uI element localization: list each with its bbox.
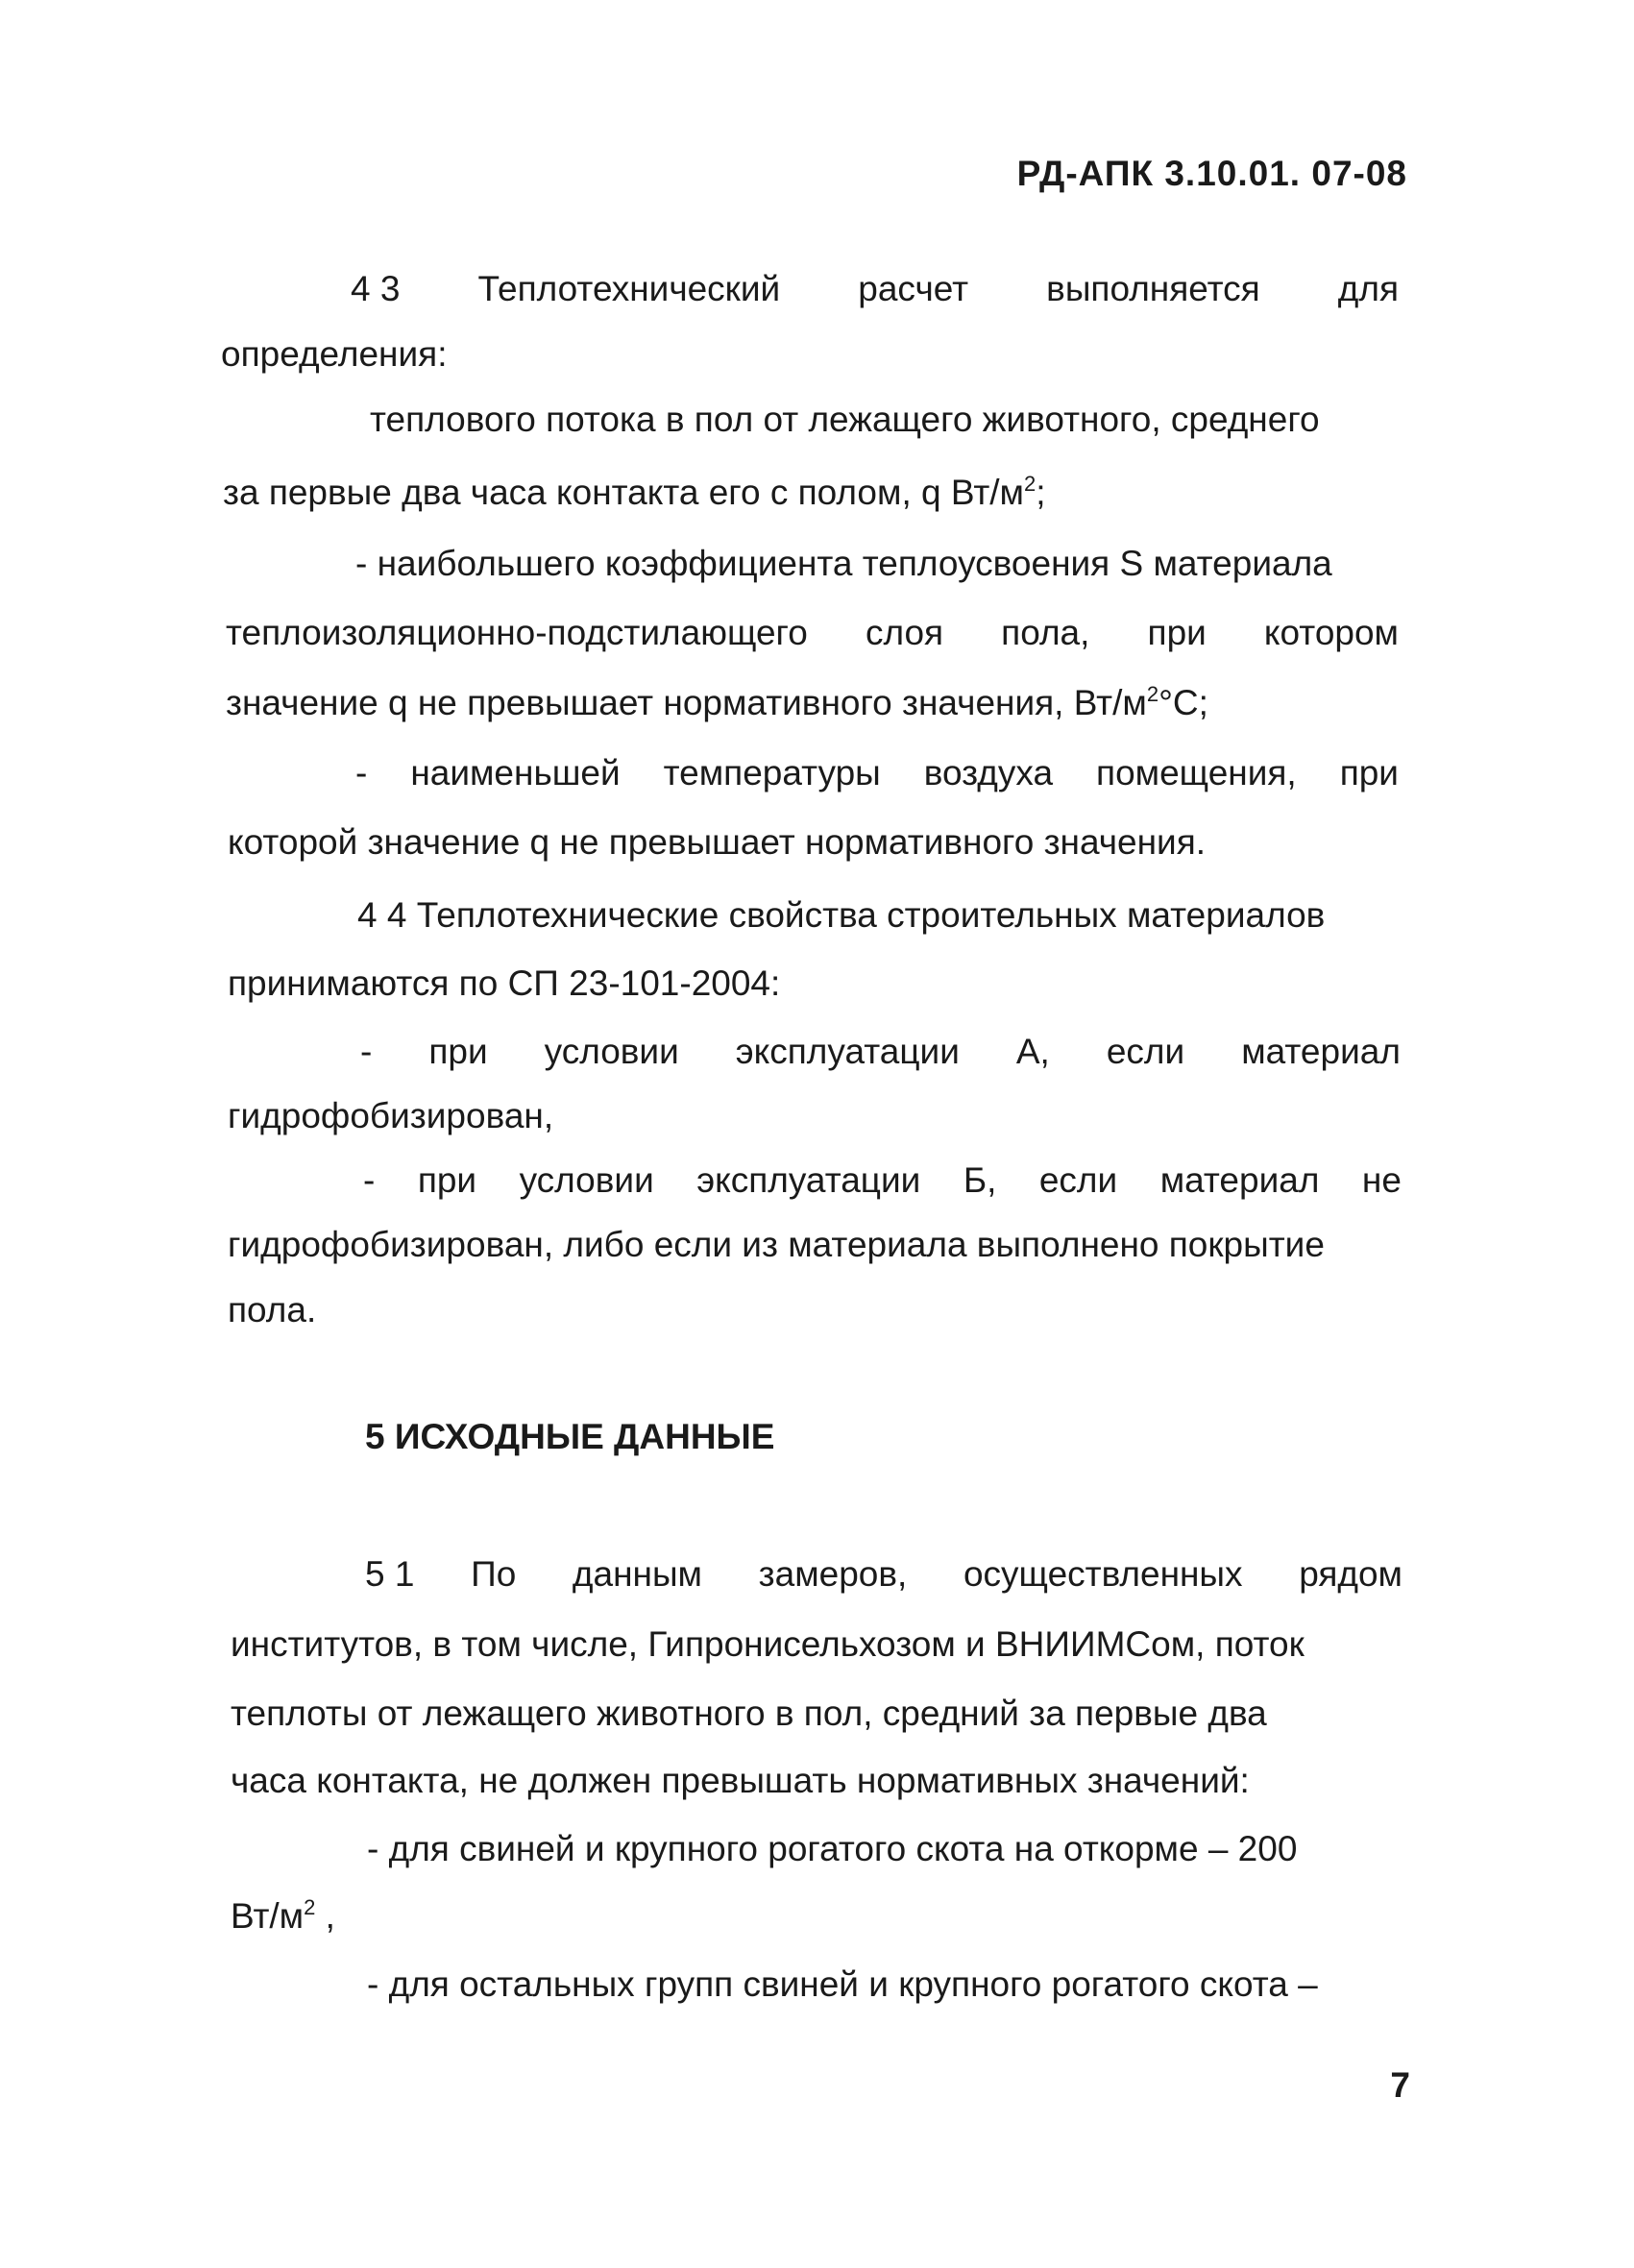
text-word: слоя [865, 613, 944, 652]
text-word: выполняется [1046, 269, 1260, 308]
text-line: часа контакта, не должен превышать нормативных значений: [231, 1761, 1250, 1800]
text-line-with-superscript [226, 682, 1208, 722]
text-word: материал [1159, 1160, 1320, 1200]
text-word: при [1339, 753, 1399, 793]
text-line: пола. [228, 1290, 317, 1329]
text-word: температуры [663, 753, 881, 793]
text-word: рядом [1299, 1554, 1402, 1594]
text-word: расчет [858, 269, 969, 308]
text-word: замеров, [758, 1554, 908, 1594]
text-word: эксплуатации [735, 1032, 960, 1071]
justified-line [365, 1556, 1402, 1592]
text-word: По [471, 1554, 517, 1594]
text-line-with-superscript [231, 1895, 335, 1936]
paragraph-4-3-line-1 [351, 271, 1399, 306]
section-heading: 5 ИСХОДНЫЕ ДАННЫЕ [365, 1417, 775, 1456]
text-line: 4 4 Теплотехнические свойства строительных материалов [357, 895, 1326, 935]
text-span: за первые два часа контакта его с полом, q Вт/м [223, 473, 1024, 512]
text-word: при [1147, 613, 1207, 652]
text-word: пола, [1001, 613, 1090, 652]
text-word: Б, [963, 1160, 997, 1200]
text-word: данным [572, 1554, 702, 1594]
justified-line [363, 1162, 1402, 1198]
text-word: помещения, [1096, 753, 1297, 793]
text-word: условии [519, 1160, 654, 1200]
justified-line [226, 615, 1399, 650]
text-line-with-superscript [223, 472, 1046, 512]
text-word: А, [1015, 1032, 1050, 1071]
text-line: которой значение q не превышает нормативного значения. [228, 822, 1207, 862]
text-word: наименьшей [410, 753, 621, 793]
text-word: осуществленных [963, 1554, 1243, 1594]
document-code: РД-АПК 3.10.01. 07-08 [1016, 154, 1407, 193]
text-word: при [417, 1160, 477, 1200]
text-word: материал [1241, 1032, 1401, 1071]
text-line: - для свиней и крупного рогатого скота на откорме – 200 [367, 1829, 1298, 1868]
justified-line [360, 1034, 1401, 1069]
text-word: Теплотехнический [477, 269, 781, 308]
text-line: институтов, в том числе, Гипронисельхозом и ВНИИМСом, поток [231, 1624, 1305, 1664]
text-word: при [428, 1032, 488, 1071]
text-word: не [1361, 1160, 1402, 1200]
text-word: теплоизоляционно-подстилающего [226, 613, 808, 652]
text-word: котором [1263, 613, 1399, 652]
text-line: гидрофобизирован, либо если из материала выполнено покрытие [228, 1225, 1325, 1264]
text-span: значение q не превышает нормативного значения, Вт/м [226, 683, 1147, 722]
text-line: - для остальных групп свиней и крупного рогатого скота – [367, 1964, 1318, 2004]
text-word: если [1106, 1032, 1185, 1071]
text-span: , [315, 1896, 335, 1936]
page-number: 7 [1390, 2065, 1410, 2105]
text-line: - наибольшего коэффициента теплоусвоения S материала [355, 544, 1332, 583]
text-word: - [363, 1160, 376, 1200]
text-word: - [355, 753, 368, 793]
text-word: эксплуатации [696, 1160, 921, 1200]
text-word: для [1337, 269, 1399, 308]
text-line: определения: [221, 334, 448, 374]
text-span: Вт/м [231, 1896, 305, 1936]
clause-number: 4 3 [351, 269, 401, 308]
text-word: условии [544, 1032, 679, 1071]
superscript: 2 [1023, 472, 1036, 496]
superscript: 2 [1146, 682, 1159, 706]
text-word: - [360, 1032, 373, 1071]
text-line: гидрофобизирован, [228, 1096, 554, 1135]
text-span: ; [1036, 473, 1046, 512]
text-line: теплоты от лежащего животного в пол, средний за первые два [231, 1694, 1267, 1733]
text-span: °С; [1158, 683, 1208, 722]
text-word: если [1038, 1160, 1118, 1200]
text-line: принимаются по СП 23-101-2004: [228, 963, 781, 1003]
superscript: 2 [304, 1895, 316, 1919]
text-line: теплового потока в пол от лежащего животного, среднего [370, 400, 1320, 439]
justified-line [355, 755, 1399, 791]
clause-number: 5 1 [365, 1554, 415, 1594]
text-word: воздуха [923, 753, 1054, 793]
